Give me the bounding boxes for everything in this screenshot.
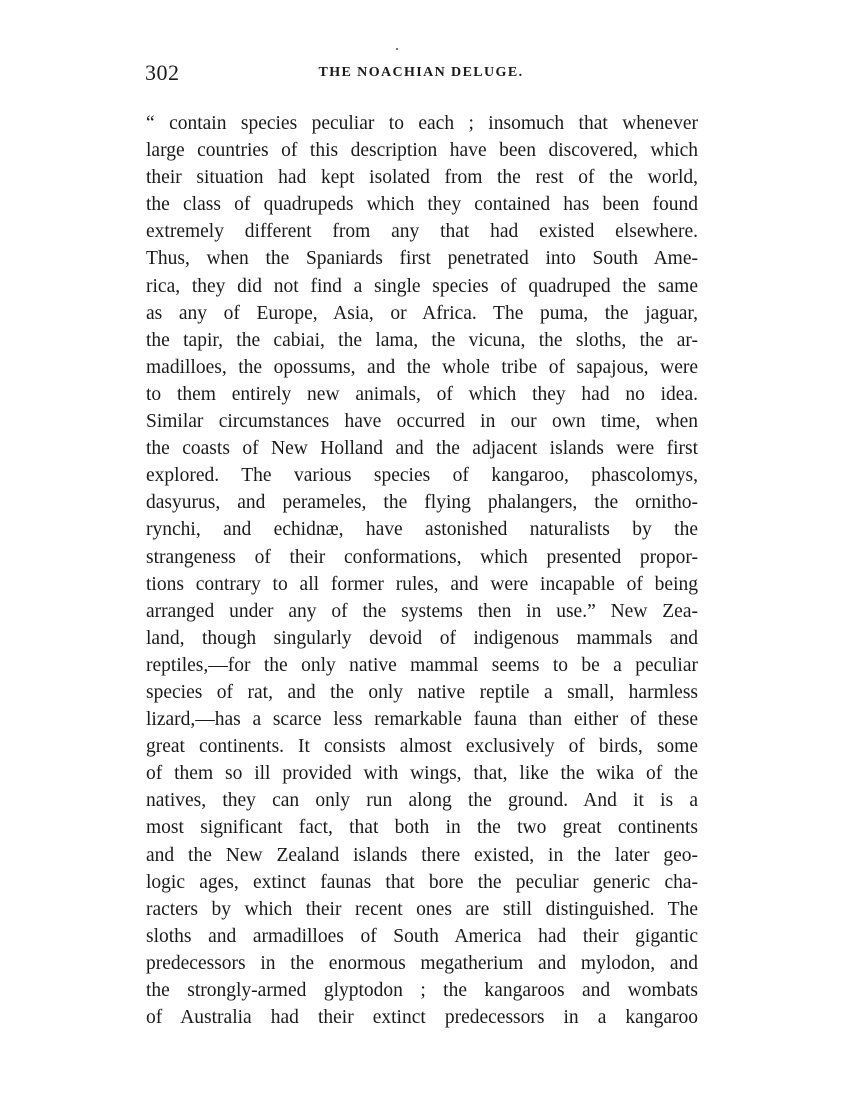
text-line: their situation had kept isolated from the rest of the world, bbox=[146, 167, 698, 189]
text-line: arranged under any of the systems then in use.” New Zea- bbox=[146, 600, 698, 622]
text-line: most significant fact, that both in the two great continents bbox=[146, 817, 698, 839]
text-line: tions contrary to all former rules, and were incapable of being bbox=[146, 573, 698, 595]
text-line: reptiles,—for the only native mammal seems to be a peculiar bbox=[146, 654, 698, 676]
text-line: strangeness of their conformations, which presented propor- bbox=[146, 546, 698, 568]
page-number: 302 bbox=[145, 60, 180, 85]
text-line: lizard,—has a scarce less remarkable fauna than either of these bbox=[146, 709, 698, 731]
body-text bbox=[146, 110, 698, 1031]
text-line: extremely different from any that had existed elsewhere. bbox=[146, 221, 698, 243]
text-line: Thus, when the Spaniards first penetrated into South Ame- bbox=[146, 248, 698, 270]
text-line: as any of Europe, Asia, or Africa. The puma, the jaguar, bbox=[146, 302, 698, 324]
text-line: sloths and armadilloes of South America had their gigantic bbox=[146, 925, 698, 947]
text-line: explored. The various species of kangaroo, phascolomys, bbox=[146, 465, 698, 487]
text-line: and the New Zealand islands there existed, in the later geo- bbox=[146, 844, 698, 866]
text-line: species of rat, and the only native reptile a small, harmless bbox=[146, 681, 698, 703]
text-line: the strongly-armed glyptodon ; the kangaroos and wombats bbox=[146, 980, 698, 1001]
text-line: madilloes, the opossums, and the whole tribe of sapajous, were bbox=[146, 356, 698, 378]
text-line: rica, they did not find a single species of quadruped the same bbox=[146, 275, 698, 297]
running-head: THE NOACHIAN DELUGE. bbox=[318, 65, 524, 80]
text-line: the class of quadrupeds which they contained has been found bbox=[146, 194, 698, 216]
text-line: great continents. It consists almost exclusively of birds, some bbox=[146, 736, 698, 758]
text-line: to them entirely new animals, of which they had no idea. bbox=[146, 383, 698, 405]
text-line: Similar circumstances have occurred in our own time, when bbox=[146, 411, 698, 433]
text-line: natives, they can only run along the ground. And it is a bbox=[146, 790, 698, 812]
text-line: the tapir, the cabiai, the lama, the vicuna, the sloths, the ar- bbox=[146, 329, 698, 351]
text-line: the coasts of New Holland and the adjacent islands were first bbox=[146, 438, 698, 460]
text-line: rynchi, and echidnæ, have astonished naturalists by the bbox=[146, 519, 698, 541]
text-line: dasyurus, and perameles, the flying phalangers, the ornitho- bbox=[146, 492, 698, 514]
text-line: “ contain species peculiar to each ; insomuch that whenever bbox=[146, 113, 698, 134]
text-line: logic ages, extinct faunas that bore the peculiar generic cha- bbox=[146, 871, 698, 893]
print-speck bbox=[396, 48, 398, 50]
text-line: land, though singularly devoid of indigenous mammals and bbox=[146, 627, 698, 649]
text-line: racters by which their recent ones are still distinguished. The bbox=[146, 898, 698, 920]
text-line: of Australia had their extinct predecessors in a kangaroo bbox=[146, 1007, 698, 1029]
text-line: of them so ill provided with wings, that, like the wika of the bbox=[146, 763, 698, 785]
text-line: large countries of this description have been discovered, which bbox=[146, 140, 698, 162]
text-line: predecessors in the enormous megatherium and mylodon, and bbox=[146, 952, 698, 974]
page-header bbox=[145, 60, 697, 90]
